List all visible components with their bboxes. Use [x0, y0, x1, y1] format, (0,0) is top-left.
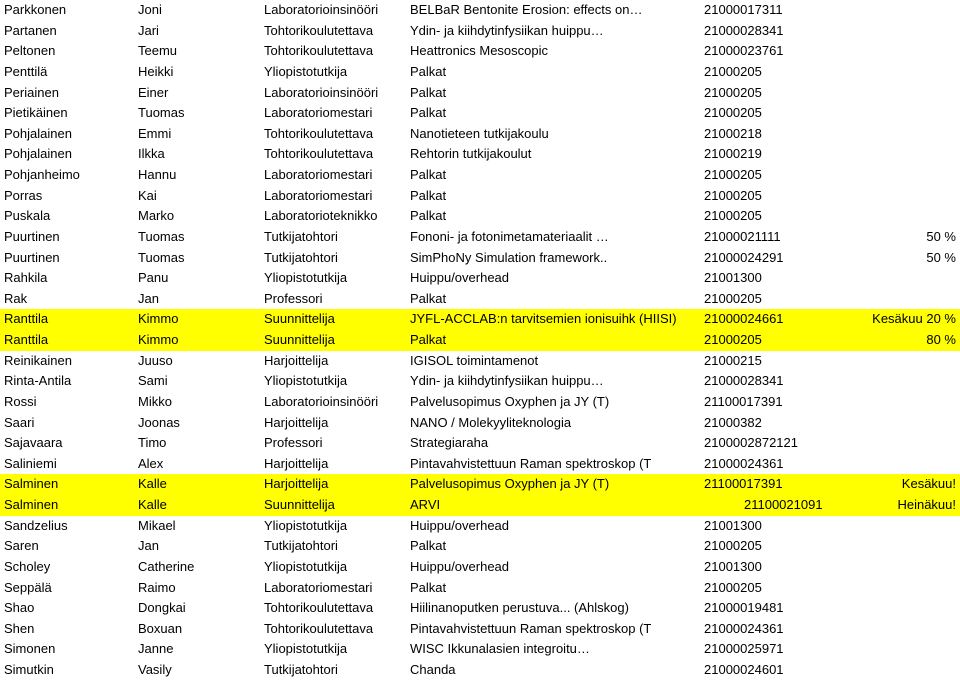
cell-job-title[interactable]: Tohtorikoulutettava: [264, 600, 374, 616]
table-row: [0, 454, 960, 475]
cell-job-title[interactable]: Professori: [264, 435, 323, 451]
cell-note[interactable]: [826, 516, 956, 537]
cell-note[interactable]: [826, 557, 956, 578]
cell-note[interactable]: Heinäkuu!: [897, 497, 956, 512]
cell-project[interactable]: Palkat: [410, 63, 447, 79]
cell-job-title[interactable]: Yliopistotutkija: [264, 373, 348, 389]
cell-job-title[interactable]: Laboratorioinsinööri: [264, 2, 379, 17]
table-row: [0, 0, 960, 21]
cell-project[interactable]: WISC Ikkunalasien integroitu…: [410, 641, 590, 657]
cell-project[interactable]: Palkat: [410, 332, 447, 347]
cell-first-name[interactable]: Jari: [138, 22, 159, 38]
cell-last-name[interactable]: Rinta-Antila: [4, 373, 72, 389]
table-row: [0, 309, 960, 330]
cell-project-code[interactable]: 21001300: [704, 517, 762, 533]
cell-project-code[interactable]: 21000028341: [704, 22, 784, 38]
table-row: [0, 392, 960, 413]
cell-last-name[interactable]: Pietikäinen: [4, 105, 68, 121]
cell-project-code[interactable]: 21000205: [704, 538, 762, 554]
cell-job-title[interactable]: Tutkijatohtori: [264, 538, 338, 554]
cell-job-title[interactable]: Professori: [264, 290, 323, 306]
cell-last-name[interactable]: Salminen: [4, 476, 59, 492]
cell-job-title[interactable]: Laboratoriomestari: [264, 105, 373, 121]
cell-project-code[interactable]: 21000382: [704, 414, 762, 430]
table-row: [0, 598, 960, 619]
cell-project-code[interactable]: 21100017391: [704, 476, 783, 492]
cell-project-code[interactable]: 21000019481: [704, 600, 784, 616]
cell-job-title[interactable]: Yliopistotutkija: [264, 270, 348, 286]
cell-project[interactable]: Chanda: [410, 662, 456, 677]
cell-job-title[interactable]: Yliopistotutkija: [264, 63, 348, 79]
table-row: [0, 206, 960, 227]
cell-project[interactable]: SimPhoNy Simulation framework..: [410, 249, 608, 265]
cell-note[interactable]: Kesäkuu 20 %: [872, 311, 956, 327]
cell-last-name[interactable]: Ranttila: [4, 332, 49, 347]
cell-first-name[interactable]: Heikki: [138, 63, 174, 79]
cell-note[interactable]: [826, 124, 956, 145]
cell-job-title[interactable]: Yliopistotutkija: [264, 641, 348, 657]
cell-last-name[interactable]: Pohjanheimo: [4, 167, 80, 182]
cell-last-name[interactable]: Puurtinen: [4, 228, 60, 244]
cell-project[interactable]: Heattronics Mesoscopic: [410, 43, 548, 59]
cell-note[interactable]: [826, 103, 956, 124]
cell-note[interactable]: [826, 186, 956, 207]
cell-project[interactable]: Palkat: [410, 290, 447, 306]
cell-job-title[interactable]: Tohtorikoulutettava: [264, 125, 374, 141]
cell-project[interactable]: NANO / Molekyyliteknologia: [410, 414, 572, 430]
cell-last-name[interactable]: Parkkonen: [4, 2, 67, 17]
cell-last-name[interactable]: Sandzelius: [4, 517, 68, 533]
cell-first-name[interactable]: Jan: [138, 538, 159, 554]
cell-job-title[interactable]: Tohtorikoulutettava: [264, 146, 374, 162]
cell-project[interactable]: Palkat: [410, 187, 447, 203]
cell-first-name[interactable]: Kimmo: [138, 311, 179, 327]
cell-project[interactable]: Pintavahvistettuun Raman spektroskop (T: [410, 455, 652, 471]
cell-note[interactable]: [826, 206, 956, 227]
cell-first-name[interactable]: Marko: [138, 208, 175, 224]
cell-first-name[interactable]: Catherine: [138, 558, 195, 574]
cell-project-code[interactable]: 21000215: [704, 352, 762, 368]
cell-project[interactable]: Huippu/overhead: [410, 517, 510, 533]
cell-first-name[interactable]: Dongkai: [138, 600, 186, 616]
cell-first-name[interactable]: Boxuan: [138, 620, 183, 636]
cell-note[interactable]: [826, 454, 956, 475]
cell-note[interactable]: [826, 165, 956, 186]
cell-job-title[interactable]: Laboratoriomestari: [264, 579, 373, 595]
cell-last-name[interactable]: Penttilä: [4, 63, 48, 79]
cell-project-code[interactable]: 21000205: [704, 290, 762, 306]
cell-last-name[interactable]: Pohjalainen: [4, 146, 72, 162]
cell-project-code[interactable]: 21000205: [704, 208, 762, 224]
cell-note[interactable]: [826, 268, 956, 289]
table-row: [0, 578, 960, 599]
cell-first-name[interactable]: Raimo: [138, 579, 176, 595]
table-row: [0, 124, 960, 145]
cell-first-name[interactable]: Kalle: [138, 476, 167, 492]
cell-project-code[interactable]: 21000025971: [704, 641, 784, 657]
table-row: [0, 413, 960, 434]
table-row: [0, 660, 960, 681]
cell-project-code[interactable]: 21000024291: [704, 249, 784, 265]
cell-note[interactable]: [826, 433, 956, 454]
cell-note[interactable]: [826, 0, 956, 21]
cell-job-title[interactable]: Tutkijatohtori: [264, 249, 338, 265]
cell-job-title[interactable]: Tutkijatohtori: [264, 662, 338, 677]
cell-job-title[interactable]: Harjoittelija: [264, 414, 329, 430]
cell-first-name[interactable]: Ilkka: [138, 146, 165, 162]
cell-project-code[interactable]: 21000205: [704, 167, 762, 182]
cell-project-code[interactable]: 21100021091: [744, 497, 823, 512]
table-row: [0, 516, 960, 537]
cell-project-code[interactable]: 21000024661: [704, 311, 784, 327]
cell-project[interactable]: Palkat: [410, 84, 447, 100]
cell-last-name[interactable]: Puskala: [4, 208, 51, 224]
cell-last-name[interactable]: Reinikainen: [4, 352, 72, 368]
cell-job-title[interactable]: Yliopistotutkija: [264, 558, 348, 574]
cell-last-name[interactable]: Ranttila: [4, 311, 49, 327]
cell-project-code[interactable]: 21000205: [704, 187, 762, 203]
cell-project-code[interactable]: 21000205: [704, 579, 762, 595]
cell-project-code[interactable]: 21000017311: [704, 2, 783, 17]
table-row: [0, 186, 960, 207]
cell-note[interactable]: [826, 21, 956, 42]
cell-first-name[interactable]: Vasily: [138, 662, 172, 677]
cell-note[interactable]: [826, 62, 956, 83]
cell-project[interactable]: Palvelusopimus Oxyphen ja JY (T): [410, 476, 610, 492]
table-row: [0, 371, 960, 392]
cell-note[interactable]: [826, 371, 956, 392]
cell-project[interactable]: Palkat: [410, 105, 447, 121]
cell-project[interactable]: Hiilinanoputken perustuva... (Ahlskog): [410, 600, 629, 616]
cell-project-code[interactable]: 21000023761: [704, 43, 784, 59]
table-row: [0, 619, 960, 640]
cell-last-name[interactable]: Rahkila: [4, 270, 48, 286]
cell-note[interactable]: [826, 639, 956, 660]
cell-last-name[interactable]: Saliniemi: [4, 455, 57, 471]
cell-first-name[interactable]: Kai: [138, 187, 157, 203]
cell-project[interactable]: JYFL-ACCLAB:n tarvitsemien ionisuihk (HIISI): [410, 311, 677, 327]
cell-job-title[interactable]: Suunnittelija: [264, 311, 335, 327]
table-row: [0, 83, 960, 104]
cell-last-name[interactable]: Salminen: [4, 497, 59, 512]
cell-project-code[interactable]: 21001300: [704, 558, 762, 574]
cell-note[interactable]: [826, 578, 956, 599]
cell-project[interactable]: Palkat: [410, 208, 447, 224]
cell-project-code[interactable]: 21000024361: [704, 620, 784, 636]
cell-project[interactable]: Ydin- ja kiihdytinfysiikan huippu…: [410, 373, 604, 389]
cell-job-title[interactable]: Yliopistotutkija: [264, 517, 348, 533]
cell-job-title[interactable]: Laboratoriomestari: [264, 187, 373, 203]
cell-note[interactable]: [826, 413, 956, 434]
cell-last-name[interactable]: Simutkin: [4, 662, 54, 677]
table-row: [0, 639, 960, 660]
cell-first-name[interactable]: Juuso: [138, 352, 173, 368]
table-row: [0, 144, 960, 165]
cell-first-name[interactable]: Panu: [138, 270, 169, 286]
cell-project-code[interactable]: 21100017391: [704, 393, 783, 409]
cell-project-code[interactable]: 21000219: [704, 146, 762, 162]
cell-first-name[interactable]: Mikko: [138, 393, 172, 409]
cell-project[interactable]: ARVI: [410, 497, 441, 512]
cell-last-name[interactable]: Scholey: [4, 558, 51, 574]
cell-last-name[interactable]: Periainen: [4, 84, 59, 100]
table-row: [0, 21, 960, 42]
cell-note[interactable]: [826, 619, 956, 640]
cell-project[interactable]: IGISOL toimintamenot: [410, 352, 539, 368]
cell-note[interactable]: [826, 536, 956, 557]
cell-last-name[interactable]: Pohjalainen: [4, 125, 72, 141]
cell-job-title[interactable]: Laboratorioteknikko: [264, 208, 378, 224]
cell-job-title[interactable]: Harjoittelija: [264, 455, 329, 471]
table-row: [0, 227, 960, 248]
cell-first-name[interactable]: Kalle: [138, 497, 167, 512]
cell-project-code[interactable]: 2100002872121: [704, 435, 798, 451]
cell-first-name[interactable]: Teemu: [138, 43, 178, 59]
cell-project-code[interactable]: 21000205: [704, 105, 762, 121]
cell-project[interactable]: Pintavahvistettuun Raman spektroskop (T: [410, 620, 652, 636]
cell-project[interactable]: Strategiaraha: [410, 435, 489, 451]
cell-first-name[interactable]: Kimmo: [138, 332, 179, 347]
cell-note[interactable]: [826, 144, 956, 165]
cell-last-name[interactable]: Simonen: [4, 641, 56, 657]
cell-project[interactable]: Huippu/overhead: [410, 270, 510, 286]
cell-job-title[interactable]: Harjoittelija: [264, 476, 329, 492]
cell-project-code[interactable]: 21000205: [704, 332, 762, 347]
cell-note[interactable]: 50 %: [926, 228, 956, 244]
cell-first-name[interactable]: Emmi: [138, 125, 172, 141]
cell-first-name[interactable]: Joni: [138, 2, 162, 17]
cell-note[interactable]: [826, 392, 956, 413]
cell-project[interactable]: Palkat: [410, 538, 447, 554]
cell-project-code[interactable]: 21000218: [704, 125, 762, 141]
cell-note[interactable]: 80 %: [926, 332, 956, 347]
table-row: [0, 62, 960, 83]
cell-job-title[interactable]: Tohtorikoulutettava: [264, 43, 374, 59]
cell-first-name[interactable]: Tuomas: [138, 249, 185, 265]
cell-job-title[interactable]: Laboratoriomestari: [264, 167, 373, 182]
table-row: [0, 557, 960, 578]
cell-project-code[interactable]: 21001300: [704, 270, 762, 286]
cell-note[interactable]: [826, 598, 956, 619]
table-row: [0, 433, 960, 454]
cell-note[interactable]: [826, 289, 956, 310]
cell-last-name[interactable]: Saari: [4, 414, 35, 430]
cell-project[interactable]: Fononi- ja fotonimetamateriaalit …: [410, 228, 609, 244]
cell-first-name[interactable]: Tuomas: [138, 105, 185, 121]
cell-last-name[interactable]: Saren: [4, 538, 39, 554]
cell-last-name[interactable]: Partanen: [4, 22, 57, 38]
cell-project-code[interactable]: 21000205: [704, 63, 762, 79]
cell-project[interactable]: Huippu/overhead: [410, 558, 510, 574]
cell-project[interactable]: BELBaR Bentonite Erosion: effects on…: [410, 2, 643, 17]
cell-last-name[interactable]: Peltonen: [4, 43, 56, 59]
cell-job-title[interactable]: Tutkijatohtori: [264, 228, 338, 244]
cell-job-title[interactable]: Suunnittelija: [264, 332, 335, 347]
cell-last-name[interactable]: Shen: [4, 620, 35, 636]
table-row: [0, 289, 960, 310]
cell-last-name[interactable]: Shao: [4, 600, 35, 616]
table-row: [0, 536, 960, 557]
cell-first-name[interactable]: Timo: [138, 435, 167, 451]
cell-last-name[interactable]: Porras: [4, 187, 43, 203]
cell-last-name[interactable]: Sajavaara: [4, 435, 63, 451]
cell-last-name[interactable]: Rak: [4, 290, 28, 306]
cell-job-title[interactable]: Tohtorikoulutettava: [264, 620, 374, 636]
table-row: [0, 103, 960, 124]
cell-note[interactable]: [826, 351, 956, 372]
cell-project[interactable]: Palkat: [410, 579, 447, 595]
cell-job-title[interactable]: Laboratorioinsinööri: [264, 393, 379, 409]
cell-last-name[interactable]: Puurtinen: [4, 249, 60, 265]
cell-project[interactable]: Ydin- ja kiihdytinfysiikan huippu…: [410, 22, 604, 38]
cell-note[interactable]: [826, 660, 956, 681]
cell-project-code[interactable]: 21000021111: [704, 228, 781, 244]
cell-project-code[interactable]: 21000205: [704, 84, 762, 100]
table-row: [0, 474, 960, 495]
cell-project[interactable]: Palkat: [410, 167, 447, 182]
cell-job-title[interactable]: Laboratorioinsinööri: [264, 84, 379, 100]
table-row: [0, 495, 960, 516]
cell-note[interactable]: [826, 83, 956, 104]
cell-first-name[interactable]: Sami: [138, 373, 168, 389]
cell-project-code[interactable]: 21000024361: [704, 455, 784, 471]
cell-first-name[interactable]: Tuomas: [138, 228, 185, 244]
table-row: [0, 351, 960, 372]
cell-job-title[interactable]: Tohtorikoulutettava: [264, 22, 374, 38]
table-row: [0, 268, 960, 289]
cell-job-title[interactable]: Suunnittelija: [264, 497, 335, 512]
cell-project-code[interactable]: 21000028341: [704, 373, 784, 389]
cell-note[interactable]: 50 %: [926, 249, 956, 265]
cell-first-name[interactable]: Janne: [138, 641, 174, 657]
cell-first-name[interactable]: Einer: [138, 84, 169, 100]
cell-first-name[interactable]: Mikael: [138, 517, 176, 533]
cell-first-name[interactable]: Joonas: [138, 414, 180, 430]
table-row: [0, 248, 960, 269]
cell-first-name[interactable]: Alex: [138, 455, 164, 471]
cell-first-name[interactable]: Hannu: [138, 167, 177, 182]
cell-job-title[interactable]: Harjoittelija: [264, 352, 329, 368]
cell-note[interactable]: Kesäkuu!: [901, 476, 956, 492]
cell-project[interactable]: Palvelusopimus Oxyphen ja JY (T): [410, 393, 610, 409]
cell-first-name[interactable]: Jan: [138, 290, 159, 306]
table-row: [0, 165, 960, 186]
cell-project-code[interactable]: 21000024601: [704, 662, 784, 677]
cell-last-name[interactable]: Seppälä: [4, 579, 52, 595]
cell-note[interactable]: [826, 41, 956, 62]
cell-project[interactable]: Nanotieteen tutkijakoulu: [410, 125, 549, 141]
cell-project[interactable]: Rehtorin tutkijakoulut: [410, 146, 532, 162]
cell-last-name[interactable]: Rossi: [4, 393, 37, 409]
table-row: [0, 330, 960, 351]
table-row: [0, 41, 960, 62]
